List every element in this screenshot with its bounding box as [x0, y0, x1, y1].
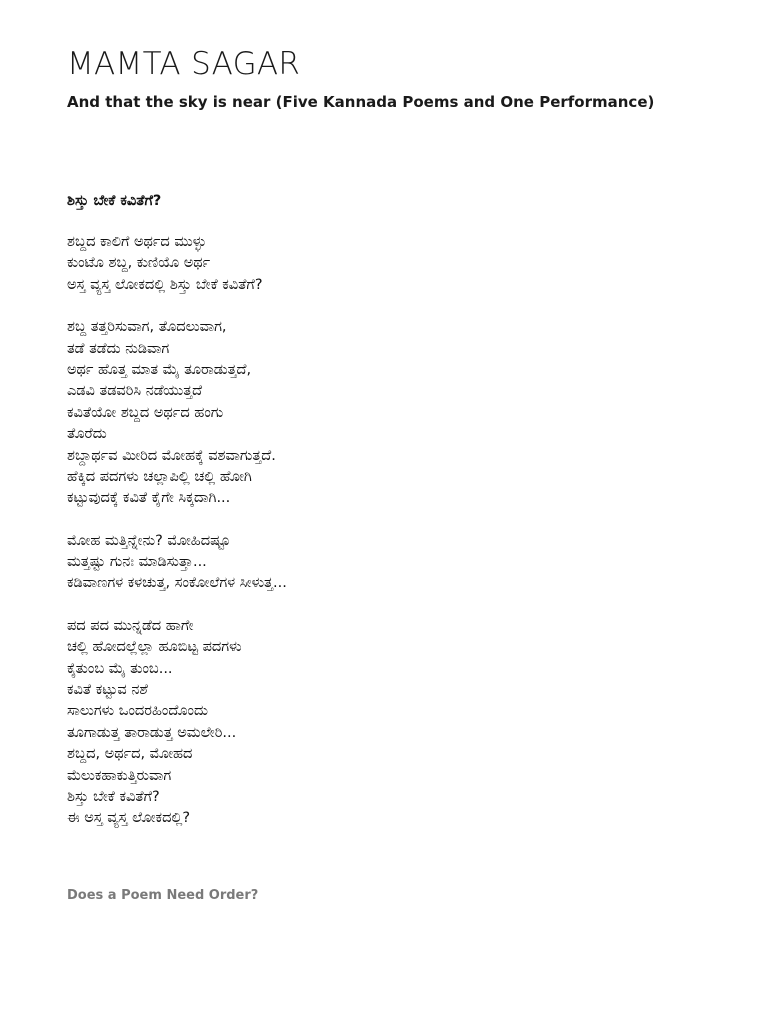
- poem-line: ಶಬ್ದದ, ಅರ್ಥದ, ಮೋಹದ: [67, 746, 193, 763]
- stanza-2: [67, 317, 707, 510]
- poem-line: ಎಡವಿ ತಡವರಿಸಿ ನಡೆಯುತ್ತದೆ: [67, 383, 203, 400]
- poem-line: ತೂಗಾಡುತ್ತ ತಾರಾಡುತ್ತ ಅಮಲೇರಿ...: [67, 724, 237, 741]
- stanza-3: [67, 531, 707, 595]
- poem-line: ತೊರೆದು: [67, 426, 107, 443]
- translation-title: Does a Poem Need Order?: [67, 888, 259, 903]
- poem-line: ಅರ್ಥ ಹೊತ್ತ ಮಾತ ಮೈ ತೂರಾಡುತ್ತದೆ,: [67, 361, 252, 378]
- poem-line: ಮೆಲುಕಹಾಕುತ್ತಿರುವಾಗ: [67, 767, 172, 784]
- poem-line: ಮೋಹ ಮತ್ತಿನ್ನೇನು? ಮೋಹಿದಷ್ಟೂ: [67, 532, 231, 549]
- poem-line: ಶಬ್ದದ ಕಾಲಿಗೆ ಅರ್ಥದ ಮುಳ್ಳು: [67, 234, 207, 250]
- author-name: MAMTA SAGAR: [67, 46, 301, 82]
- poem-line: ಅಸ್ತ ವ್ಯಸ್ತ ಲೋಕದಲ್ಲಿ ಶಿಸ್ತು ಬೇಕೆ ಕವಿತೆಗೆ?: [67, 276, 263, 293]
- stanza-4: [67, 616, 707, 830]
- stanza-1: [67, 232, 707, 296]
- poem-line: ಶಿಸ್ತು ಬೇಕೆ ಕವಿತೆಗೆ?: [67, 788, 160, 805]
- poem-line: ಕಟ್ಟುವುದಕ್ಕೆ ಕವಿತೆ ಕೈಗೇ ಸಿಕ್ಕದಾಗಿ...: [67, 490, 231, 507]
- poem-line: ಕುಂಟೊ ಶಬ್ದ, ಕುಣಿಯೊ ಅರ್ಥ: [67, 255, 211, 272]
- poem-line: ಶಬ್ದ ತತ್ತರಿಸುವಾಗ, ತೊದಲುವಾಗ,: [67, 319, 227, 336]
- poem-line: ಪದ ಪದ ಮುನ್ನಡೆದ ಹಾಗೇ: [67, 617, 194, 634]
- poem-title: ಶಿಸ್ತು ಬೇಕೆ ಕವಿತೆಗೆ?: [67, 193, 162, 209]
- poem-line: ಕೈತುಂಬ ಮೈ ತುಂಬ...: [67, 660, 173, 677]
- collection-title: And that the sky is near (Five Kannada Poems and One Performance): [67, 93, 655, 111]
- poem-line: ಹೆಕ್ಕಿದ ಪದಗಳು ಚಲ್ಲಾಪಿಲ್ಲಿ ಚಲ್ಲಿ ಹೋಗಿ: [67, 468, 252, 485]
- poem-line: ಚಲ್ಲಿ ಹೋದಲ್ಲೆಲ್ಲಾ ಹೂಬಿಟ್ಟ ಪದಗಳು: [67, 639, 242, 656]
- kannada-poem: [67, 190, 707, 851]
- poem-line: ಈ ಅಸ್ತ ವ್ಯಸ್ತ ಲೋಕದಲ್ಲಿ?: [67, 810, 191, 827]
- poem-line: ಮತ್ತಷ್ಟು ಗುನಃ ಮಾಡಿಸುತ್ತಾ...: [67, 554, 207, 571]
- poem-line: ಕವಿತೆಯೋ ಶಬ್ದದ ಅರ್ಥದ ಹಂಗು: [67, 404, 224, 421]
- poem-line: ಕಡಿವಾಣಗಳ ಕಳಚುತ್ತ, ಸಂಕೋಲೆಗಳ ಸೀಳುತ್ತ...: [67, 575, 287, 592]
- poem-line: ಕವಿತೆ ಕಟ್ಟುವ ನಶೆ: [67, 682, 148, 699]
- poem-line: ಸಾಲುಗಳು ಒಂದರಹಿಂದೊಂದು: [67, 703, 208, 720]
- poem-line: ಶಬ್ದಾರ್ಥವ ಮೀರಿದ ಮೋಹಕ್ಕೆ ವಶವಾಗುತ್ತದೆ.: [67, 447, 276, 464]
- poem-line: ತಡೆ ತಡೆದು ನುಡಿವಾಗ: [67, 340, 170, 357]
